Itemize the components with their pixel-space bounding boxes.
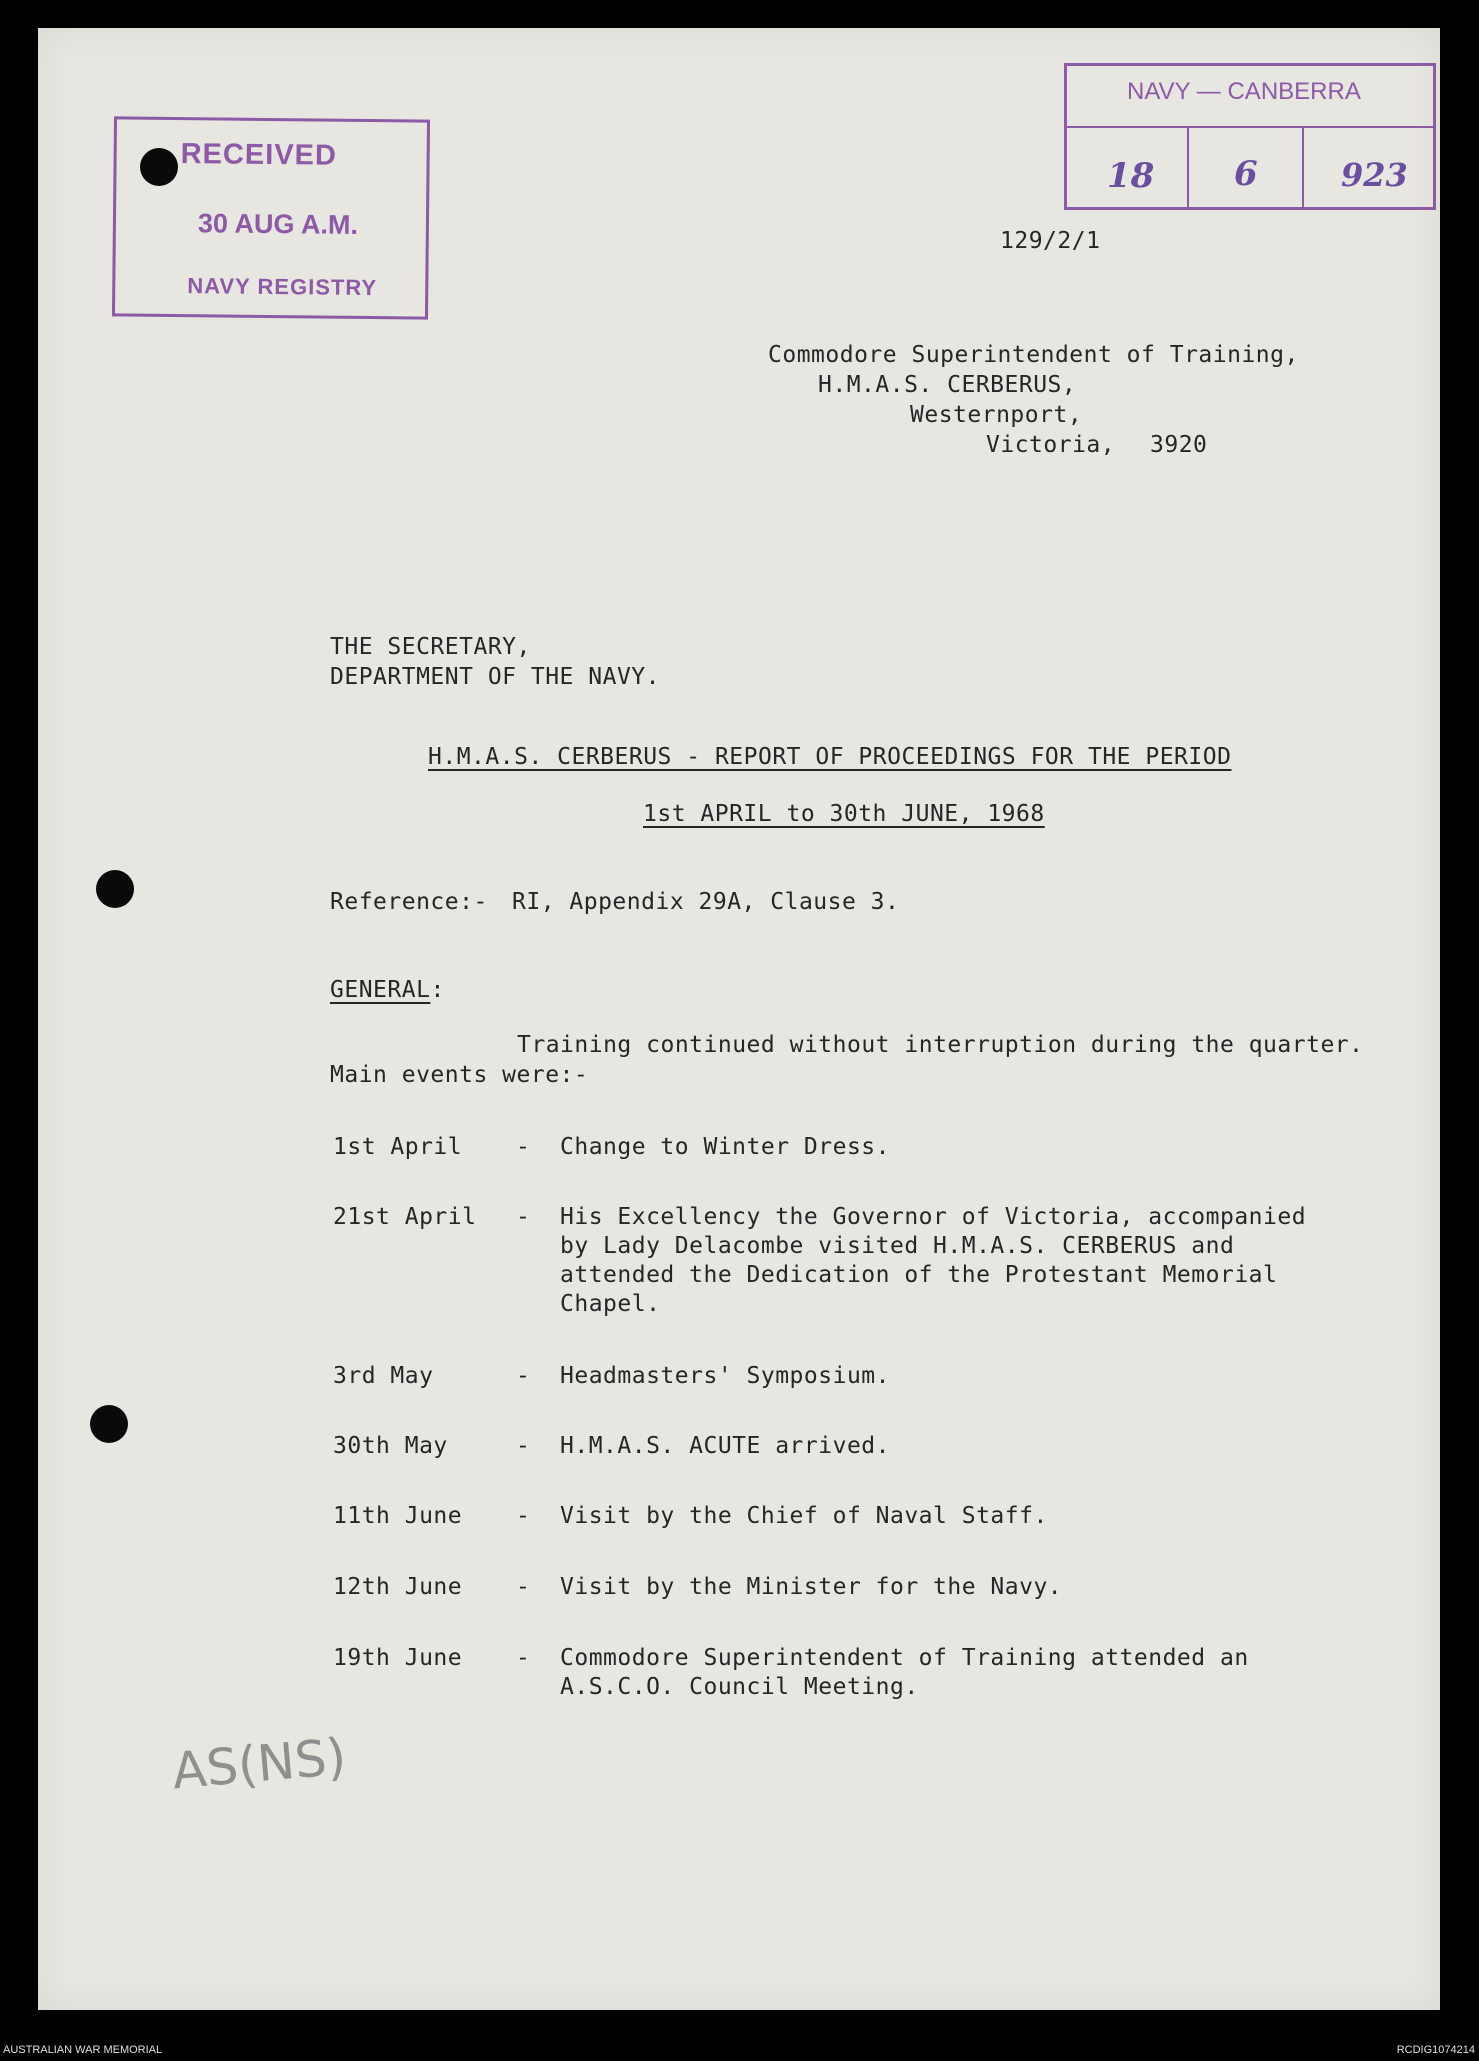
general-paragraph-line-1: Training continued without interruption during the quarter.: [517, 1032, 1364, 1058]
received-stamp: [112, 116, 430, 319]
reference-value: RI, Appendix 29A, Clause 3.: [512, 889, 900, 915]
received-stamp-line1: RECEIVED: [180, 138, 338, 172]
sender-postcode: 3920: [1150, 432, 1208, 458]
general-paragraph-line-2: Main events were:-: [330, 1062, 589, 1088]
punch-hole-middle: [96, 870, 134, 908]
navy-canberra-title: NAVY — CANBERRA: [1127, 78, 1361, 105]
event-text-line: A.S.C.O. Council Meeting.: [560, 1674, 919, 1700]
document-page: [38, 28, 1440, 2010]
event-dash: -: [516, 1134, 531, 1160]
event-date: 1st April: [333, 1134, 463, 1160]
event-text-line: Headmasters' Symposium.: [560, 1363, 890, 1389]
event-text-line: Visit by the Minister for the Navy.: [560, 1574, 1063, 1600]
general-heading: [330, 977, 445, 1003]
pencil-annotation: AS(NS): [169, 1727, 349, 1801]
sender-line-3: Westernport,: [910, 402, 1083, 428]
footer-archive-name: AUSTRALIAN WAR MEMORIAL: [3, 2044, 163, 2056]
event-dash: -: [516, 1574, 531, 1600]
event-date: 3rd May: [333, 1363, 434, 1389]
report-heading-line-2: 1st APRIL to 30th JUNE, 1968: [643, 801, 1045, 827]
stamp-month: 6: [1234, 154, 1258, 194]
stamp-number: 923: [1341, 156, 1408, 194]
report-heading-line-1: H.M.A.S. CERBERUS - REPORT OF PROCEEDINGS FOR THE PERIOD: [428, 744, 1232, 770]
event-dash: -: [516, 1645, 531, 1671]
event-dash: -: [516, 1503, 531, 1529]
event-text-line: H.M.A.S. ACUTE arrived.: [560, 1433, 890, 1459]
navy-canberra-stamp: [1064, 63, 1436, 210]
event-text-line: attended the Dedication of the Protestant Memorial: [560, 1262, 1278, 1288]
stamp-day: 18: [1107, 156, 1155, 196]
event-text-line: His Excellency the Governor of Victoria, accompanied: [560, 1204, 1307, 1230]
file-number: 129/2/1: [1000, 228, 1101, 254]
sender-line-2: H.M.A.S. CERBERUS,: [818, 372, 1077, 398]
event-date: 12th June: [333, 1574, 463, 1600]
event-date: 30th May: [333, 1433, 448, 1459]
event-date: 11th June: [333, 1503, 463, 1529]
event-text-line: Commodore Superintendent of Training attended an: [560, 1645, 1249, 1671]
sender-line-1: Commodore Superintendent of Training,: [768, 342, 1299, 368]
event-text-line: by Lady Delacombe visited H.M.A.S. CERBERUS and: [560, 1233, 1235, 1259]
received-stamp-date: 30 AUG A.M.: [197, 208, 359, 240]
event-text-line: Visit by the Chief of Naval Staff.: [560, 1503, 1048, 1529]
stamp-divider-vertical-1: [1187, 126, 1189, 207]
event-dash: -: [516, 1204, 531, 1230]
stamp-divider-horizontal: [1067, 126, 1433, 128]
event-dash: -: [516, 1363, 531, 1389]
recipient-line-2: DEPARTMENT OF THE NAVY.: [330, 664, 660, 690]
stamp-divider-vertical-2: [1302, 126, 1304, 207]
event-dash: -: [516, 1433, 531, 1459]
event-text-line: Chapel.: [560, 1291, 661, 1317]
event-date: 21st April: [333, 1204, 477, 1230]
reference-label: Reference:-: [330, 889, 488, 915]
general-heading-text: GENERAL: [330, 977, 431, 1003]
event-text-line: Change to Winter Dress.: [560, 1134, 890, 1160]
punch-hole-bottom: [90, 1405, 128, 1443]
recipient-line-1: THE SECRETARY,: [330, 634, 531, 660]
event-date: 19th June: [333, 1645, 463, 1671]
footer-record-id: RCDIG1074214: [1396, 2044, 1475, 2056]
general-heading-colon: :: [430, 977, 445, 1003]
sender-line-4: Victoria,: [986, 432, 1116, 458]
received-stamp-registry: NAVY REGISTRY: [187, 273, 378, 301]
